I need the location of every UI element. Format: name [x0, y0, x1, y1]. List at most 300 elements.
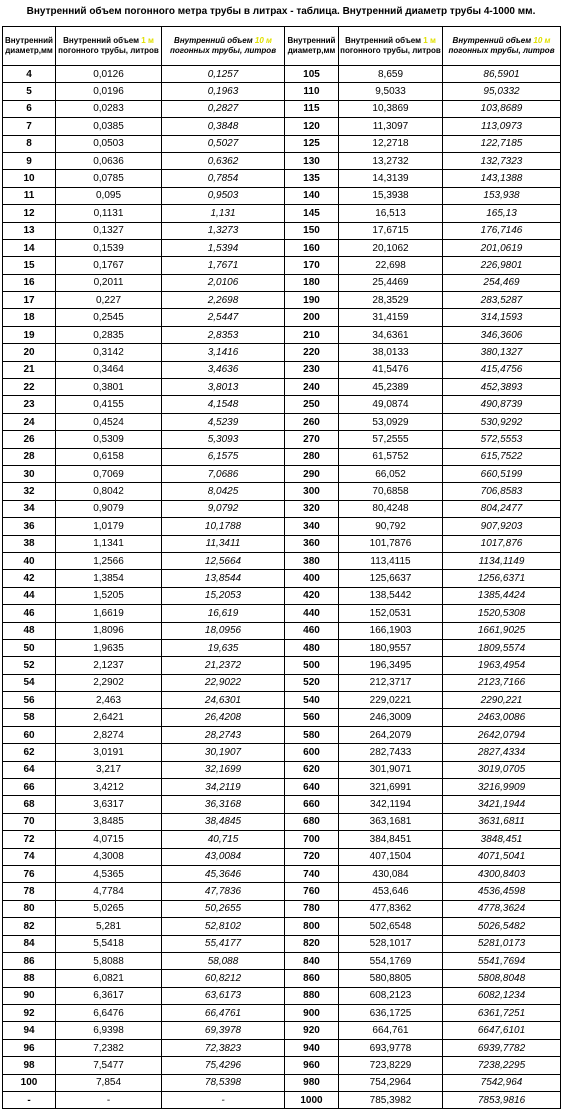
volume-1m-cell: 0,0636 — [56, 152, 162, 169]
volume-10m-cell: 38,4845 — [162, 813, 285, 830]
volume-10m-cell: 18,0956 — [162, 622, 285, 639]
diameter-cell: 56 — [3, 692, 56, 709]
volume-10m-cell: 314,1593 — [443, 309, 561, 326]
diameter-cell: 10 — [3, 170, 56, 187]
volume-10m-cell: 4,1548 — [162, 396, 285, 413]
diameter-cell: 15 — [3, 257, 56, 274]
volume-1m-cell: 0,6158 — [56, 448, 162, 465]
header-diameter-left: Внутренний диаметр,мм — [3, 27, 56, 66]
volume-10m-cell: 490,8739 — [443, 396, 561, 413]
volume-10m-cell: 1,3273 — [162, 222, 285, 239]
table-row — [3, 1057, 561, 1074]
table-row — [3, 326, 561, 343]
table-row — [3, 535, 561, 552]
diameter-cell: 480 — [285, 639, 339, 656]
volume-10m-cell: 22,9022 — [162, 674, 285, 691]
diameter-cell: 300 — [285, 483, 339, 500]
volume-1m-cell: 0,1327 — [56, 222, 162, 239]
volume-10m-cell: 4778,3624 — [443, 900, 561, 917]
volume-10m-cell: - — [162, 1092, 285, 1109]
header-volume-1m-left — [56, 27, 162, 66]
volume-10m-cell: 2,5447 — [162, 309, 285, 326]
table-header-row — [3, 27, 561, 66]
table-row — [3, 170, 561, 187]
volume-10m-cell: 13,8544 — [162, 570, 285, 587]
volume-1m-cell: 5,8088 — [56, 952, 162, 969]
diameter-cell: 700 — [285, 831, 339, 848]
volume-1m-cell: 0,5309 — [56, 431, 162, 448]
table-row — [3, 761, 561, 778]
table-row — [3, 848, 561, 865]
volume-1m-cell: 3,8485 — [56, 813, 162, 830]
volume-1m-cell: 246,3009 — [339, 709, 443, 726]
header-highlight: 1 м — [141, 36, 154, 45]
diameter-cell: 86 — [3, 952, 56, 969]
table-row — [3, 187, 561, 204]
table-row — [3, 605, 561, 622]
volume-10m-cell: 113,0973 — [443, 118, 561, 135]
volume-1m-cell: 636,1725 — [339, 1005, 443, 1022]
volume-10m-cell: 3,4636 — [162, 361, 285, 378]
volume-10m-cell: 706,8583 — [443, 483, 561, 500]
volume-1m-cell: 7,2382 — [56, 1039, 162, 1056]
volume-1m-cell: 342,1194 — [339, 796, 443, 813]
volume-10m-cell: 6939,7782 — [443, 1039, 561, 1056]
diameter-cell: 220 — [285, 344, 339, 361]
volume-1m-cell: 138,5442 — [339, 587, 443, 604]
volume-1m-cell: 9,5033 — [339, 83, 443, 100]
volume-10m-cell: 86,5901 — [443, 66, 561, 83]
volume-10m-cell: 75,4296 — [162, 1057, 285, 1074]
volume-1m-cell: 430,084 — [339, 865, 443, 882]
volume-10m-cell: 78,5398 — [162, 1074, 285, 1091]
diameter-cell: 42 — [3, 570, 56, 587]
diameter-cell: 660 — [285, 796, 339, 813]
volume-1m-cell: 4,7784 — [56, 883, 162, 900]
volume-1m-cell: 180,9557 — [339, 639, 443, 656]
volume-1m-cell: 12,2718 — [339, 135, 443, 152]
volume-10m-cell: 72,3823 — [162, 1039, 285, 1056]
table-row — [3, 257, 561, 274]
table-row — [3, 448, 561, 465]
diameter-cell: 68 — [3, 796, 56, 813]
volume-10m-cell: 4536,4598 — [443, 883, 561, 900]
table-body — [3, 66, 561, 1109]
volume-1m-cell: 3,4212 — [56, 779, 162, 796]
pipe-volume-table — [2, 26, 561, 1109]
diameter-cell: 64 — [3, 761, 56, 778]
volume-1m-cell: 0,0385 — [56, 118, 162, 135]
diameter-cell: 900 — [285, 1005, 339, 1022]
volume-10m-cell: 7853,9816 — [443, 1092, 561, 1109]
volume-10m-cell: 15,2053 — [162, 587, 285, 604]
volume-10m-cell: 3,8013 — [162, 379, 285, 396]
diameter-cell: 38 — [3, 535, 56, 552]
diameter-cell: 980 — [285, 1074, 339, 1091]
volume-1m-cell: 3,0191 — [56, 744, 162, 761]
header-text: Внутренний объем — [63, 36, 142, 45]
table-row — [3, 396, 561, 413]
volume-10m-cell: 2,2698 — [162, 292, 285, 309]
volume-10m-cell: 8,0425 — [162, 483, 285, 500]
volume-1m-cell: 0,2011 — [56, 274, 162, 291]
volume-1m-cell: 0,1131 — [56, 205, 162, 222]
diameter-cell: 12 — [3, 205, 56, 222]
volume-1m-cell: 22,698 — [339, 257, 443, 274]
volume-10m-cell: 4071,5041 — [443, 848, 561, 865]
volume-1m-cell: 502,6548 — [339, 918, 443, 935]
diameter-cell: 620 — [285, 761, 339, 778]
volume-10m-cell: 16,619 — [162, 605, 285, 622]
volume-1m-cell: 10,3869 — [339, 100, 443, 117]
volume-10m-cell: 2290,221 — [443, 692, 561, 709]
table-row — [3, 274, 561, 291]
volume-1m-cell: 723,8229 — [339, 1057, 443, 1074]
volume-1m-cell: 407,1504 — [339, 848, 443, 865]
table-row — [3, 796, 561, 813]
volume-10m-cell: 0,9503 — [162, 187, 285, 204]
volume-10m-cell: 60,8212 — [162, 970, 285, 987]
volume-10m-cell: 63,6173 — [162, 987, 285, 1004]
header-text: погонного трубы, литров — [58, 46, 159, 55]
diameter-cell: 230 — [285, 361, 339, 378]
diameter-cell: 720 — [285, 848, 339, 865]
volume-1m-cell: 1,0179 — [56, 518, 162, 535]
volume-1m-cell: 3,217 — [56, 761, 162, 778]
diameter-cell: 180 — [285, 274, 339, 291]
volume-10m-cell: 2,8353 — [162, 326, 285, 343]
diameter-cell: 135 — [285, 170, 339, 187]
volume-10m-cell: 1963,4954 — [443, 657, 561, 674]
volume-10m-cell: 7238,2295 — [443, 1057, 561, 1074]
volume-10m-cell: 3019,0705 — [443, 761, 561, 778]
volume-10m-cell: 0,6362 — [162, 152, 285, 169]
volume-1m-cell: 80,4248 — [339, 500, 443, 517]
table-row — [3, 1005, 561, 1022]
diameter-cell: 24 — [3, 413, 56, 430]
volume-10m-cell: 26,4208 — [162, 709, 285, 726]
header-highlight: 1 м — [423, 36, 436, 45]
volume-10m-cell: 1017,876 — [443, 535, 561, 552]
volume-1m-cell: 25,4469 — [339, 274, 443, 291]
volume-1m-cell: 1,2566 — [56, 552, 162, 569]
diameter-cell: 760 — [285, 883, 339, 900]
table-row — [3, 361, 561, 378]
volume-1m-cell: 4,3008 — [56, 848, 162, 865]
diameter-cell: 76 — [3, 865, 56, 882]
volume-1m-cell: 14,3139 — [339, 170, 443, 187]
diameter-cell: 11 — [3, 187, 56, 204]
table-row — [3, 413, 561, 430]
diameter-cell: 260 — [285, 413, 339, 430]
volume-10m-cell: 1809,5574 — [443, 639, 561, 656]
volume-1m-cell: 0,7069 — [56, 465, 162, 482]
volume-1m-cell: 2,8274 — [56, 726, 162, 743]
volume-1m-cell: 152,0531 — [339, 605, 443, 622]
table-row — [3, 587, 561, 604]
volume-10m-cell: 6647,6101 — [443, 1022, 561, 1039]
diameter-cell: 240 — [285, 379, 339, 396]
diameter-cell: 340 — [285, 518, 339, 535]
volume-10m-cell: 103,8689 — [443, 100, 561, 117]
volume-1m-cell: 0,2835 — [56, 326, 162, 343]
table-row — [3, 465, 561, 482]
volume-10m-cell: 1661,9025 — [443, 622, 561, 639]
volume-10m-cell: 69,3978 — [162, 1022, 285, 1039]
volume-1m-cell: 41,5476 — [339, 361, 443, 378]
table-row — [3, 883, 561, 900]
diameter-cell: 74 — [3, 848, 56, 865]
volume-10m-cell: 6082,1234 — [443, 987, 561, 1004]
volume-1m-cell: 0,3464 — [56, 361, 162, 378]
diameter-cell: 88 — [3, 970, 56, 987]
volume-10m-cell: 226,9801 — [443, 257, 561, 274]
table-row — [3, 1074, 561, 1091]
table-row — [3, 309, 561, 326]
volume-10m-cell: 6361,7251 — [443, 1005, 561, 1022]
volume-10m-cell: 3631,6811 — [443, 813, 561, 830]
header-volume-1m-right — [339, 27, 443, 66]
volume-10m-cell: 132,7323 — [443, 152, 561, 169]
volume-1m-cell: 1,8096 — [56, 622, 162, 639]
diameter-cell: 60 — [3, 726, 56, 743]
volume-10m-cell: 47,7836 — [162, 883, 285, 900]
volume-1m-cell: 38,0133 — [339, 344, 443, 361]
volume-1m-cell: 53,0929 — [339, 413, 443, 430]
volume-1m-cell: 2,1237 — [56, 657, 162, 674]
volume-1m-cell: 693,9778 — [339, 1039, 443, 1056]
volume-1m-cell: 6,3617 — [56, 987, 162, 1004]
volume-10m-cell: 58,088 — [162, 952, 285, 969]
volume-1m-cell: 196,3495 — [339, 657, 443, 674]
diameter-cell: 520 — [285, 674, 339, 691]
volume-1m-cell: 125,6637 — [339, 570, 443, 587]
volume-1m-cell: 6,6476 — [56, 1005, 162, 1022]
diameter-cell: 90 — [3, 987, 56, 1004]
volume-10m-cell: 907,9203 — [443, 518, 561, 535]
volume-10m-cell: 804,2477 — [443, 500, 561, 517]
volume-10m-cell: 143,1388 — [443, 170, 561, 187]
volume-1m-cell: 785,3982 — [339, 1092, 443, 1109]
diameter-cell: 270 — [285, 431, 339, 448]
diameter-cell: 40 — [3, 552, 56, 569]
volume-1m-cell: 0,2545 — [56, 309, 162, 326]
diameter-cell: 13 — [3, 222, 56, 239]
diameter-cell: 70 — [3, 813, 56, 830]
volume-1m-cell: 28,3529 — [339, 292, 443, 309]
diameter-cell: 16 — [3, 274, 56, 291]
diameter-cell: 110 — [285, 83, 339, 100]
volume-10m-cell: 1,7671 — [162, 257, 285, 274]
diameter-cell: 48 — [3, 622, 56, 639]
volume-1m-cell: 0,3801 — [56, 379, 162, 396]
table-row — [3, 1022, 561, 1039]
volume-1m-cell: 45,2389 — [339, 379, 443, 396]
volume-10m-cell: 0,1963 — [162, 83, 285, 100]
diameter-cell: 23 — [3, 396, 56, 413]
diameter-cell: 9 — [3, 152, 56, 169]
volume-1m-cell: - — [56, 1092, 162, 1109]
diameter-cell: 460 — [285, 622, 339, 639]
volume-10m-cell: 5541,7694 — [443, 952, 561, 969]
volume-10m-cell: 0,7854 — [162, 170, 285, 187]
table-row — [3, 865, 561, 882]
volume-10m-cell: 2827,4334 — [443, 744, 561, 761]
volume-1m-cell: 61,5752 — [339, 448, 443, 465]
header-text: Внутренний объем — [452, 36, 534, 45]
volume-1m-cell: 528,1017 — [339, 935, 443, 952]
diameter-cell: 280 — [285, 448, 339, 465]
volume-1m-cell: 101,7876 — [339, 535, 443, 552]
header-highlight: 10 м — [533, 36, 551, 45]
volume-10m-cell: 153,938 — [443, 187, 561, 204]
table-row — [3, 692, 561, 709]
diameter-cell: 140 — [285, 187, 339, 204]
volume-10m-cell: 1,5394 — [162, 239, 285, 256]
diameter-cell: 640 — [285, 779, 339, 796]
volume-10m-cell: 3848,451 — [443, 831, 561, 848]
diameter-cell: 840 — [285, 952, 339, 969]
volume-10m-cell: 201,0619 — [443, 239, 561, 256]
header-text: погонного трубы, литров — [340, 46, 441, 55]
volume-1m-cell: 7,5477 — [56, 1057, 162, 1074]
table-row — [3, 66, 561, 83]
volume-1m-cell: 301,9071 — [339, 761, 443, 778]
volume-1m-cell: 229,0221 — [339, 692, 443, 709]
diameter-cell: 780 — [285, 900, 339, 917]
table-row — [3, 344, 561, 361]
table-row — [3, 935, 561, 952]
diameter-cell: 800 — [285, 918, 339, 935]
diameter-cell: 540 — [285, 692, 339, 709]
header-text: Внутренний объем — [174, 36, 255, 45]
volume-10m-cell: 3421,1944 — [443, 796, 561, 813]
volume-10m-cell: 7542,964 — [443, 1074, 561, 1091]
diameter-cell: 34 — [3, 500, 56, 517]
volume-10m-cell: 254,469 — [443, 274, 561, 291]
volume-1m-cell: 3,6317 — [56, 796, 162, 813]
table-row — [3, 552, 561, 569]
table-row — [3, 1092, 561, 1109]
diameter-cell: 80 — [3, 900, 56, 917]
volume-10m-cell: 1,131 — [162, 205, 285, 222]
volume-1m-cell: 15,3938 — [339, 187, 443, 204]
volume-1m-cell: 7,854 — [56, 1074, 162, 1091]
table-row — [3, 379, 561, 396]
volume-1m-cell: 90,792 — [339, 518, 443, 535]
diameter-cell: 44 — [3, 587, 56, 604]
diameter-cell: 84 — [3, 935, 56, 952]
volume-10m-cell: 43,0084 — [162, 848, 285, 865]
diameter-cell: 7 — [3, 118, 56, 135]
volume-10m-cell: 3216,9909 — [443, 779, 561, 796]
table-row — [3, 222, 561, 239]
volume-1m-cell: 2,2902 — [56, 674, 162, 691]
volume-1m-cell: 754,2964 — [339, 1074, 443, 1091]
diameter-cell: 115 — [285, 100, 339, 117]
volume-10m-cell: 5808,8048 — [443, 970, 561, 987]
volume-1m-cell: 264,2079 — [339, 726, 443, 743]
table-row — [3, 952, 561, 969]
diameter-cell: 820 — [285, 935, 339, 952]
table-row — [3, 726, 561, 743]
table-row — [3, 744, 561, 761]
volume-1m-cell: 580,8805 — [339, 970, 443, 987]
diameter-cell: 22 — [3, 379, 56, 396]
diameter-cell: 105 — [285, 66, 339, 83]
volume-1m-cell: 1,1341 — [56, 535, 162, 552]
volume-1m-cell: 0,227 — [56, 292, 162, 309]
volume-10m-cell: 66,4761 — [162, 1005, 285, 1022]
volume-10m-cell: 0,1257 — [162, 66, 285, 83]
volume-10m-cell: 36,3168 — [162, 796, 285, 813]
table-row — [3, 483, 561, 500]
volume-10m-cell: 45,3646 — [162, 865, 285, 882]
volume-10m-cell: 122,7185 — [443, 135, 561, 152]
diameter-cell: 560 — [285, 709, 339, 726]
table-row — [3, 987, 561, 1004]
volume-1m-cell: 6,0821 — [56, 970, 162, 987]
volume-10m-cell: 32,1699 — [162, 761, 285, 778]
diameter-cell: 50 — [3, 639, 56, 656]
diameter-cell: 960 — [285, 1057, 339, 1074]
volume-1m-cell: 17,6715 — [339, 222, 443, 239]
diameter-cell: 92 — [3, 1005, 56, 1022]
diameter-cell: 78 — [3, 883, 56, 900]
volume-1m-cell: 5,5418 — [56, 935, 162, 952]
header-highlight: 10 м — [254, 36, 272, 45]
volume-1m-cell: 1,5205 — [56, 587, 162, 604]
table-row — [3, 518, 561, 535]
volume-1m-cell: 2,6421 — [56, 709, 162, 726]
header-diameter-right: Внутренний диаметр,мм — [285, 27, 339, 66]
volume-1m-cell: 20,1062 — [339, 239, 443, 256]
volume-1m-cell: 6,9398 — [56, 1022, 162, 1039]
table-row — [3, 500, 561, 517]
volume-10m-cell: 615,7522 — [443, 448, 561, 465]
volume-1m-cell: 0,0503 — [56, 135, 162, 152]
diameter-cell: 28 — [3, 448, 56, 465]
diameter-cell: 6 — [3, 100, 56, 117]
diameter-cell: 125 — [285, 135, 339, 152]
table-row — [3, 118, 561, 135]
table-row — [3, 831, 561, 848]
volume-10m-cell: 530,9292 — [443, 413, 561, 430]
volume-1m-cell: 0,3142 — [56, 344, 162, 361]
diameter-cell: 170 — [285, 257, 339, 274]
volume-1m-cell: 34,6361 — [339, 326, 443, 343]
volume-1m-cell: 363,1681 — [339, 813, 443, 830]
volume-10m-cell: 0,3848 — [162, 118, 285, 135]
volume-10m-cell: 2463,0086 — [443, 709, 561, 726]
volume-1m-cell: 66,052 — [339, 465, 443, 482]
volume-10m-cell: 380,1327 — [443, 344, 561, 361]
volume-10m-cell: 10,1788 — [162, 518, 285, 535]
diameter-cell: 4 — [3, 66, 56, 83]
header-text: погонных трубы, литров — [448, 46, 555, 55]
volume-10m-cell: 5281,0173 — [443, 935, 561, 952]
diameter-cell: 200 — [285, 309, 339, 326]
table-row — [3, 657, 561, 674]
volume-10m-cell: 0,5027 — [162, 135, 285, 152]
diameter-cell: 360 — [285, 535, 339, 552]
diameter-cell: 160 — [285, 239, 339, 256]
diameter-cell: 14 — [3, 239, 56, 256]
volume-1m-cell: 664,761 — [339, 1022, 443, 1039]
diameter-cell: 54 — [3, 674, 56, 691]
volume-1m-cell: 13,2732 — [339, 152, 443, 169]
volume-1m-cell: 0,4524 — [56, 413, 162, 430]
